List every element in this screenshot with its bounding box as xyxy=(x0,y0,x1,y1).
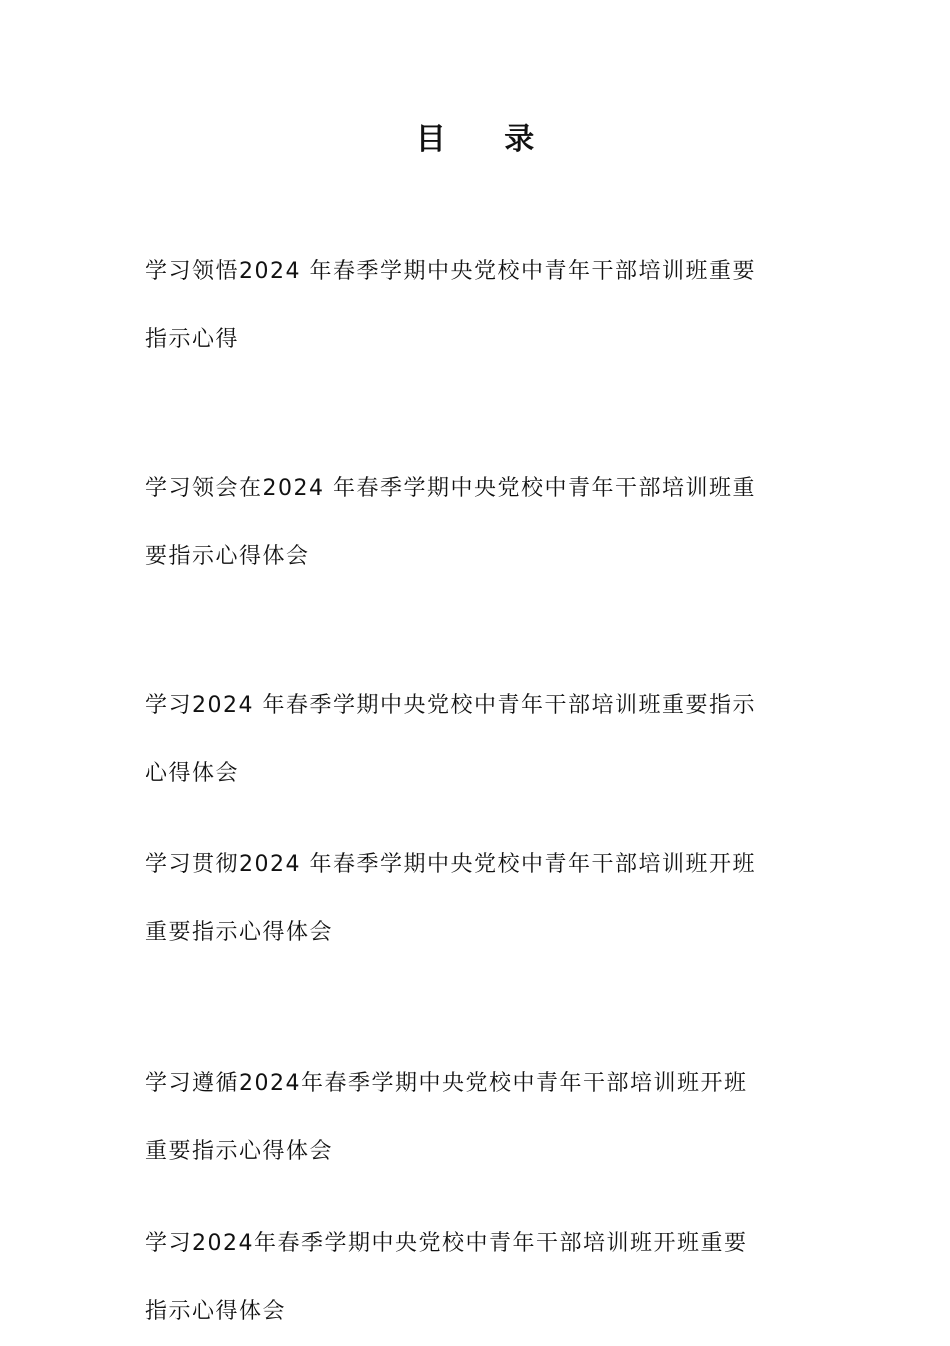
toc-entry-line: 指示心得 xyxy=(145,327,240,352)
toc-entry-line: 指示心得体会 xyxy=(145,1299,287,1324)
toc-entry-line: 学习领悟2024 年春季学期中央党校中青年干部培训班重要 xyxy=(145,259,756,284)
toc-title: 目 录 xyxy=(415,122,559,157)
toc-entry-line: 学习遵循2024年春季学期中央党校中青年干部培训班开班 xyxy=(145,1071,748,1096)
toc-entry-line: 学习2024 年春季学期中央党校中青年干部培训班重要指示 xyxy=(145,693,756,718)
toc-entry-line: 重要指示心得体会 xyxy=(145,920,334,945)
toc-entry xyxy=(145,1050,810,1186)
toc-entry-line: 学习领会在2024 年春季学期中央党校中青年干部培训班重 xyxy=(145,476,756,501)
toc-entry xyxy=(145,1210,810,1346)
toc-entry xyxy=(145,672,810,808)
toc-entry-line: 要指示心得体会 xyxy=(145,544,310,569)
toc-entry-line: 心得体会 xyxy=(145,761,240,786)
toc-entry xyxy=(145,831,810,967)
toc-entry-line: 学习贯彻2024 年春季学期中央党校中青年干部培训班开班 xyxy=(145,852,756,877)
toc-entry xyxy=(145,238,810,374)
toc-entry-line: 学习2024年春季学期中央党校中青年干部培训班开班重要 xyxy=(145,1231,748,1256)
toc-entry xyxy=(145,455,810,591)
toc-entry-line: 重要指示心得体会 xyxy=(145,1139,334,1164)
